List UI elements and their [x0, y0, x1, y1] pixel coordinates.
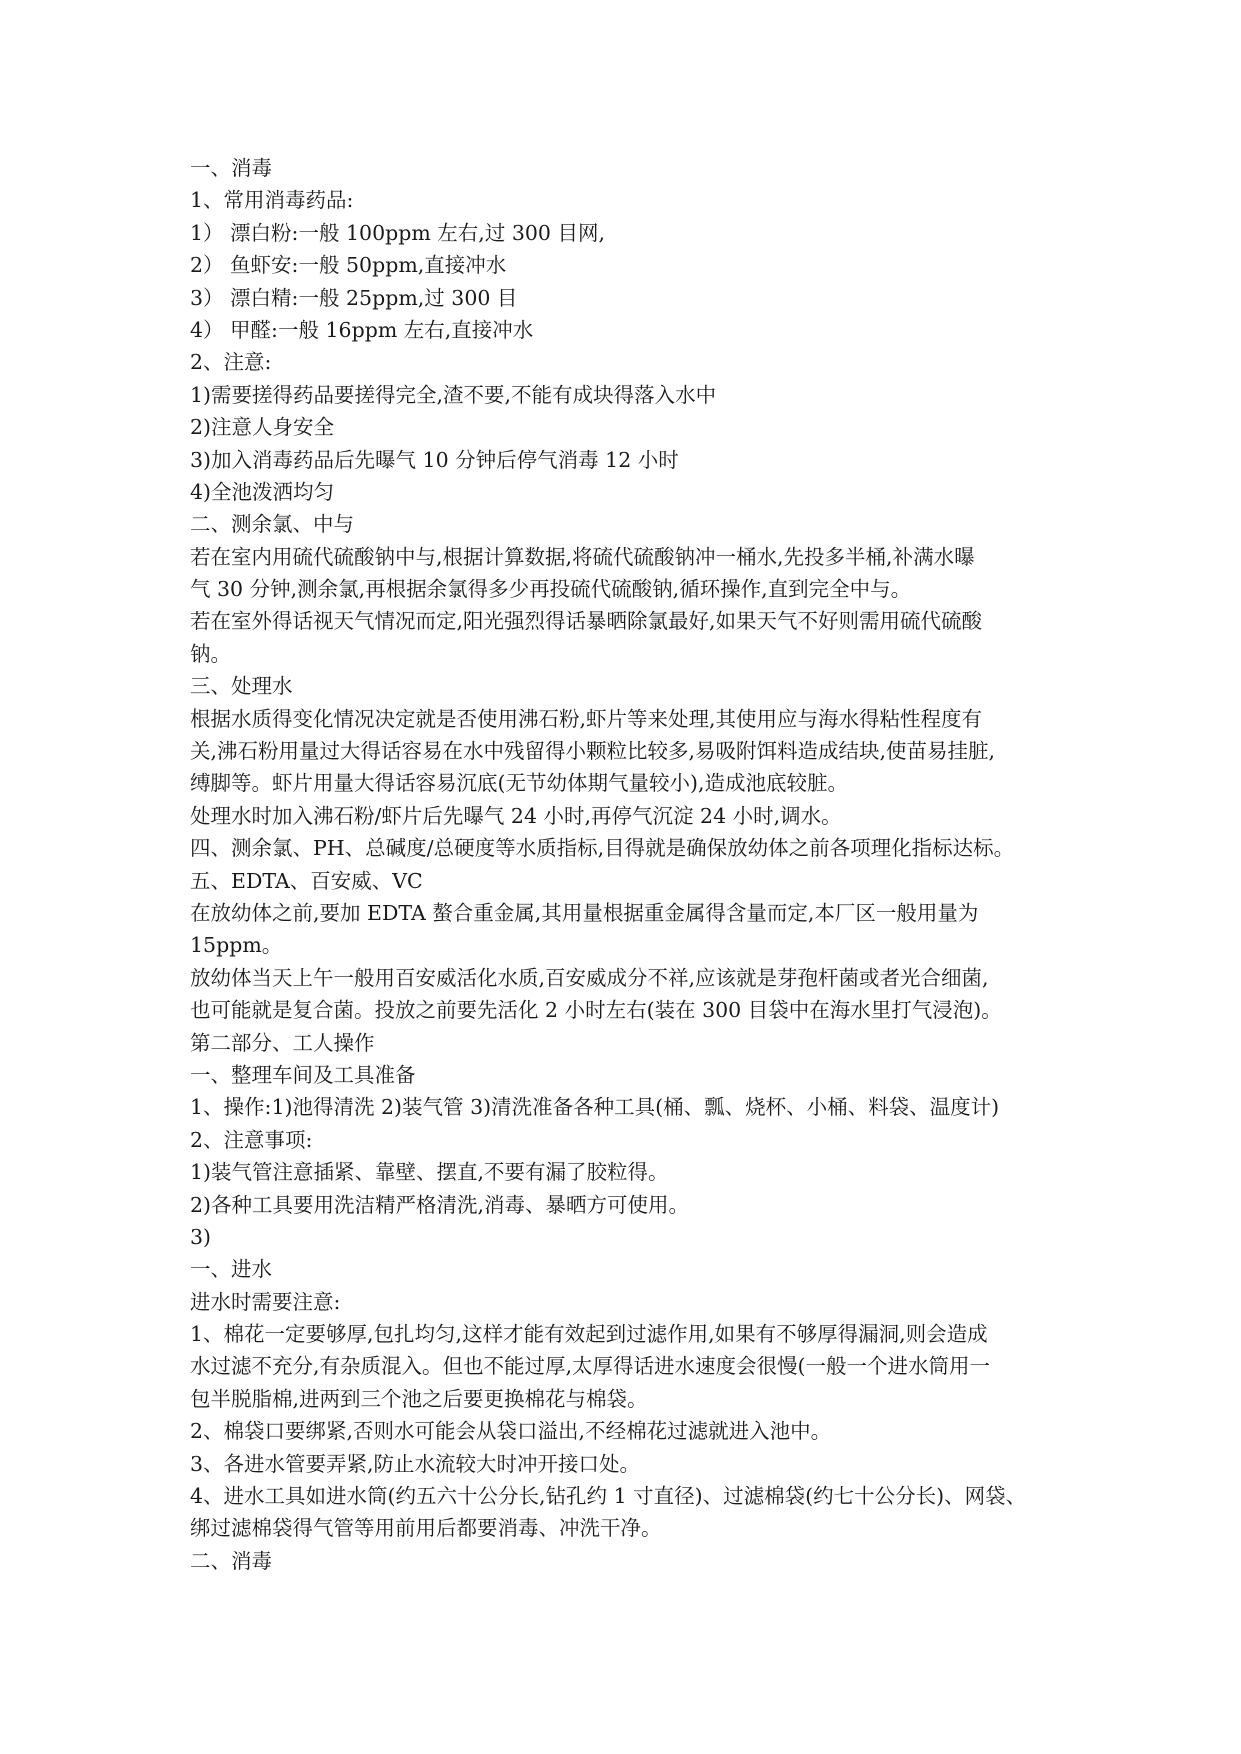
text-line: 4、进水工具如进水筒(约五六十公分长,钻孔约 1 寸直径)、过滤棉袋(约七十公分长)、网袋、 [190, 1484, 1027, 1509]
text-line: 一、消毒 [190, 156, 272, 180]
text-line: 2、注意事项: [190, 1127, 313, 1152]
text-line: 4)全池泼洒均匀 [190, 479, 335, 504]
text-line: 三、处理水 [190, 674, 293, 699]
text-line: 3) [190, 1224, 212, 1249]
text-line: 2、注意: [190, 350, 272, 375]
text-line: 1、操作:1)池得清洗 2)装气管 3)清洗准备各种工具(桶、瓢、烧杯、小桶、料袋、温度计) [190, 1095, 1000, 1120]
text-line: 缚脚等。虾片用量大得话容易沉底(无节幼体期气量较小),造成池底较脏。 [190, 771, 849, 796]
text-line: 关,沸石粉用量过大得话容易在水中残留得小颗粒比较多,易吸附饵料造成结块,使苗易挂脏, [190, 739, 996, 764]
text-line: 也可能就是复合菌。投放之前要先活化 2 小时左右(装在 300 目袋中在海水里打气浸泡)。 [190, 998, 1002, 1023]
text-line: 二、测余氯、中与 [190, 512, 354, 537]
text-line: 1） 漂白粉:一般 100ppm 左右,过 300 目网, [190, 220, 606, 245]
text-line: 2)注意人身安全 [190, 415, 335, 440]
text-line: 进水时需要注意: [190, 1289, 341, 1314]
text-line: 钠。 [190, 641, 231, 666]
document-body [190, 152, 1060, 1577]
text-line: 1)需要搓得药品要搓得完全,渣不要,不能有成块得落入水中 [190, 382, 717, 407]
text-line: 2、棉袋口要绑紧,否则水可能会从袋口溢出,不经棉花过滤就进入池中。 [190, 1419, 832, 1444]
text-line: 1、常用消毒药品: [190, 188, 354, 213]
text-line: 五、EDTA、百安威、VC [190, 868, 423, 893]
text-line: 2） 鱼虾安:一般 50ppm,直接冲水 [190, 253, 507, 278]
text-line: 放幼体当天上午一般用百安威活化水质,百安威成分不祥,应该就是芽孢杆菌或者光合细菌, [190, 965, 989, 990]
text-line: 2)各种工具要用洗洁精严格清洗,消毒、暴晒方可使用。 [190, 1192, 690, 1217]
text-line: 第二部分、工人操作 [190, 1030, 375, 1055]
text-line: 15ppm。 [190, 933, 283, 958]
text-line: 一、进水 [190, 1257, 272, 1282]
text-line: 一、整理车间及工具准备 [190, 1062, 416, 1087]
text-line: 3)加入消毒药品后先曝气 10 分钟后停气消毒 12 小时 [190, 447, 679, 472]
text-line: 四、测余氯、PH、总碱度/总硬度等水质指标,目得就是确保放幼体之前各项理化指标达标。 [190, 836, 1015, 861]
text-line: 包半脱脂棉,进两到三个池之后要更换棉花与棉袋。 [190, 1386, 648, 1411]
text-line: 根据水质得变化情况决定就是否使用沸石粉,虾片等来处理,其使用应与海水得粘性程度有 [190, 706, 983, 731]
text-line: 4） 甲醛:一般 16ppm 左右,直接冲水 [190, 317, 534, 342]
text-line: 若在室外得话视天气情况而定,阳光强烈得话暴晒除氯最好,如果天气不好则需用硫代硫酸 [190, 609, 983, 634]
text-line: 若在室内用硫代硫酸钠中与,根据计算数据,将硫代硫酸钠冲一桶水,先投多半桶,补满水曝 [190, 544, 975, 569]
text-line: 绑过滤棉袋得气管等用前用后都要消毒、冲洗干净。 [190, 1516, 662, 1541]
text-line: 水过滤不充分,有杂质混入。但也不能过厚,太厚得话进水速度会很慢(一般一个进水筒用一 [190, 1354, 991, 1379]
text-line: 二、消毒 [190, 1548, 272, 1573]
text-line: 气 30 分钟,测余氯,再根据余氯得多少再投硫代硫酸钠,循环操作,直到完全中与。 [190, 577, 912, 602]
text-line: 处理水时加入沸石粉/虾片后先曝气 24 小时,再停气沉淀 24 小时,调水。 [190, 803, 842, 828]
text-line: 在放幼体之前,要加 EDTA 螯合重金属,其用量根据重金属得含量而定,本厂区一般用量为 [190, 900, 979, 925]
text-line: 3） 漂白精:一般 25ppm,过 300 目 [190, 285, 518, 310]
text-line: 1)装气管注意插紧、靠壁、摆直,不要有漏了胶粒得。 [190, 1160, 669, 1185]
text-line: 1、棉花一定要够厚,包扎均匀,这样才能有效起到过滤作用,如果有不够厚得漏洞,则会造成 [190, 1322, 988, 1347]
text-line: 3、各进水管要弄紧,防止水流较大时冲开接口处。 [190, 1451, 641, 1476]
